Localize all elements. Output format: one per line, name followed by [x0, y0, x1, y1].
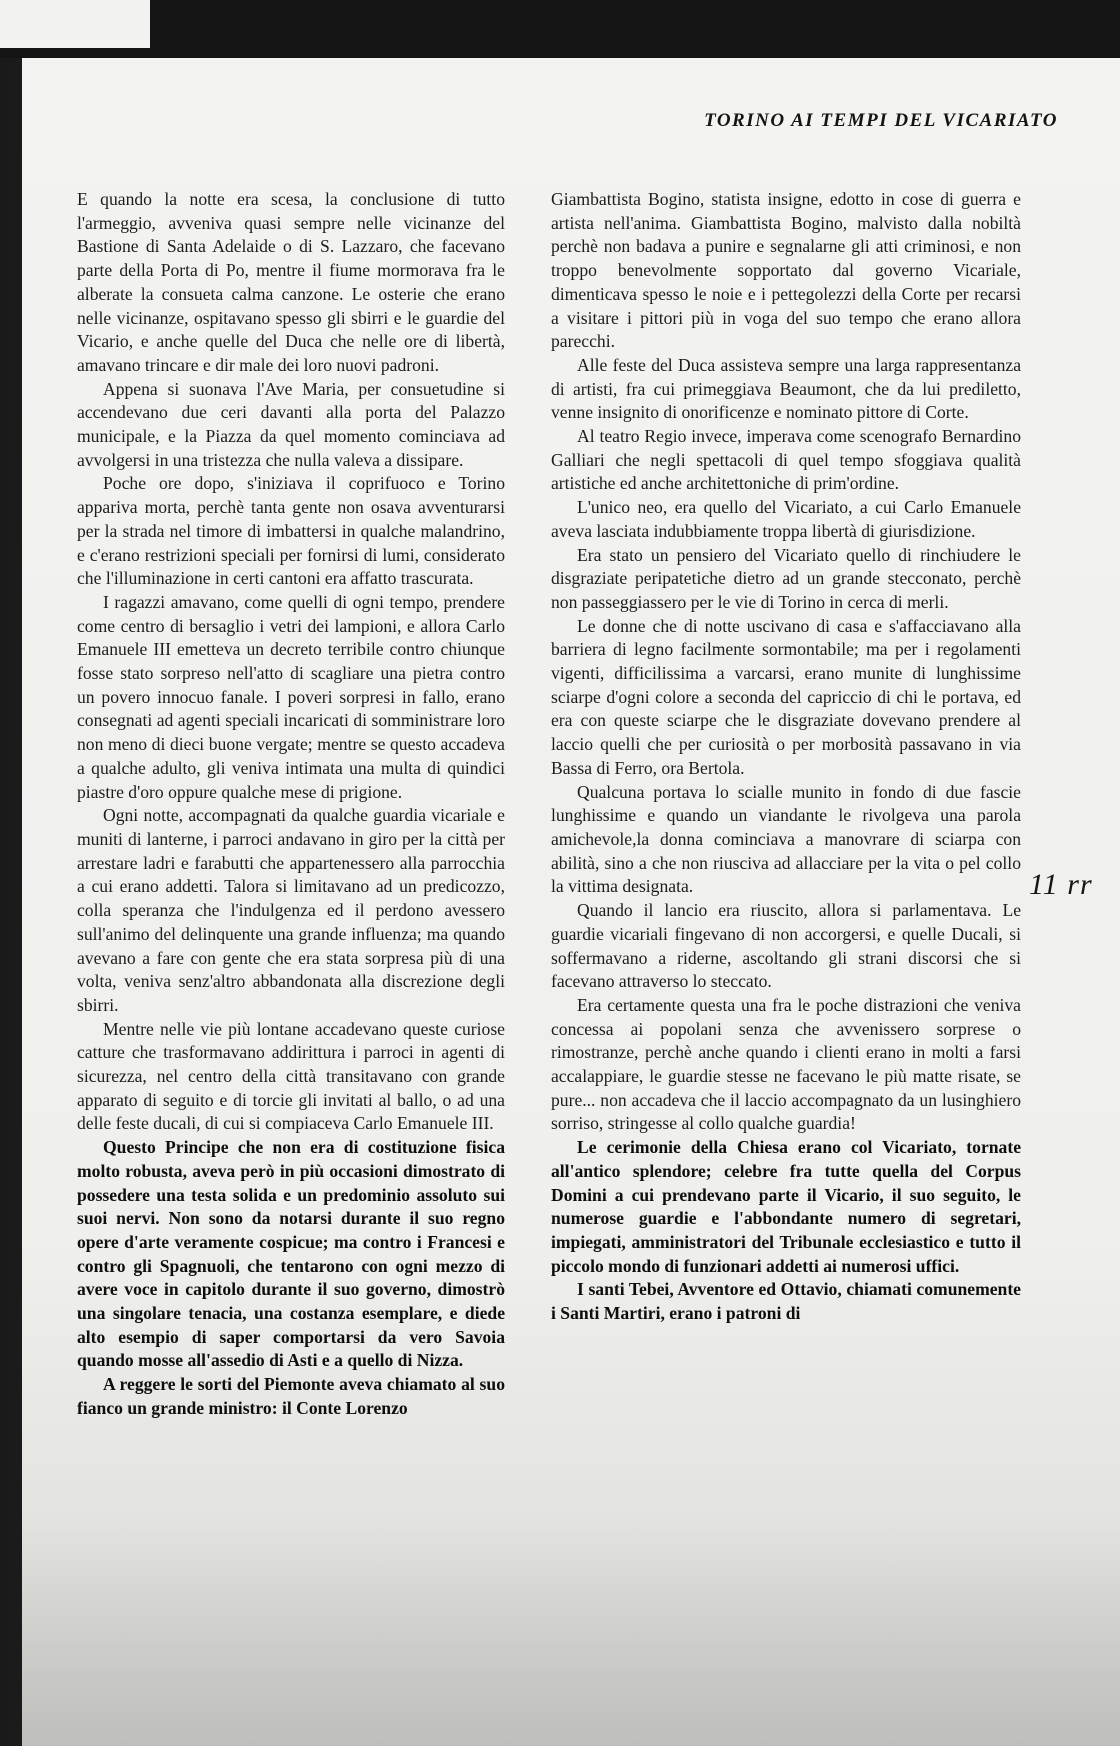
paragraph: I santi Tebei, Avventore ed Ottavio, chiamati comunemente i Santi Martiri, erano i patroni di — [551, 1279, 1021, 1324]
paragraph: Questo Principe che non era di costituzione fisica molto robusta, aveva però in più occasioni dimostrato di possedere una testa solida e un predominio assoluto sui suoi nervi. Non sono da notarsi durante il suo regno opere d'arte veramente cospicue; ma contro i Francesi e contro gli Spagnuoli, che tentarono con ogni mezzo di avere voce in capitolo durante il suo governo, dimostrò una singolare tenacia, una costanza esemplare, e diede alto esempio di saper comportarsi da vero Savoia quando mosse all'assedio di Asti e a quello di Nizza. — [77, 1137, 505, 1371]
paragraph: Era stato un pensiero del Vicariato quello di rinchiudere le disgraziate peripatetiche dietro ad un grande stecconato, perchè non passeggiassero per le vie di Torino in cerca di merli. — [551, 544, 1021, 612]
paragraph: Ogni notte, accompagnati da qualche guardia vicariale e muniti di lanterne, i parroci andavano in giro per la città per arrestare ladri e farabutti che appartenessero alla parrocchia a cui erano addetti. Talora si limitavano ad un predicozzo, colla speranza che l'indulgenza ed il perdono avessero sull'animo del delinquente una grande influenza; ma quando avevano a fare con gente che era stata sorpresa più di una volta, veniva senz'altro abbandonata alla discrezione degli sbirri. — [77, 805, 505, 1015]
paragraph: Qualcuna portava lo scialle munito in fondo di due fascie lunghissime e quando un viandante le rivolgeva una parola amichevole,la donna cominciava a manovrare di sciarpa con abilità, sino a che non riusciva ad allacciare per la vita o pel collo la vittima designata. — [551, 781, 1021, 897]
paragraph: Mentre nelle vie più lontane accadevano queste curiose catture che trasformavano addirittura i parroci in agenti di sicurezza, nel centro della città transitavano con grande apparato di seguito e di torcie gli invitati al ballo, o ad una delle feste ducali, di cui si compiaceva Carlo Emanuele III. — [77, 1018, 505, 1134]
scan-shadow — [22, 1516, 1120, 1746]
paragraph: Poche ore dopo, s'iniziava il coprifuoco e Torino appariva morta, perchè tanta gente non osava avventurarsi per la strada nel timore di imbattersi in qualche malandrino, e c'erano restrizioni speciali per fornirsi di lumi, considerato che l'illuminazione in certi cantoni era affatto trascurata. — [77, 473, 505, 589]
left-column — [77, 188, 505, 1421]
running-head: TORINO AI TEMPI DEL VICARIATO — [704, 110, 1058, 131]
scan-top-border — [0, 0, 1120, 58]
right-column — [551, 188, 1021, 1326]
paragraph: Alle feste del Duca assisteva sempre una larga rappresentanza di artisti, fra cui primeggiava Beaumont, che da lui prediletto, venne insignito di onorificenze e nominato pittore di Corte. — [551, 354, 1021, 423]
paragraph: L'unico neo, era quello del Vicariato, a cui Carlo Emanuele aveva lasciata indubbiamente troppa libertà di giurisdizione. — [551, 497, 1021, 541]
paragraph: Al teatro Regio invece, imperava come scenografo Bernardino Galliari che negli spettacoli di quel tempo sfoggiava qualità artistiche ed anche architettoniche di prim'ordine. — [551, 426, 1021, 494]
paragraph: Le cerimonie della Chiesa erano col Vicariato, tornate all'antico splendore; celebre fra tutte quella del Corpus Domini a cui prendevano parte il Vicario, il suo seguito, le numerose guardie e l'abbondante numero di segretari, impiegati, amministratori del Tribunale ecclesiastico e tutto il piccolo mondo di funzionari addetti ai numerosi uffici. — [551, 1137, 1021, 1276]
paragraph: A reggere le sorti del Piemonte aveva chiamato al suo fianco un grande ministro: il Conte Lorenzo — [77, 1374, 505, 1418]
book-page — [14, 58, 1120, 1746]
handwritten-margin-note: 11 rr — [1029, 868, 1093, 901]
paragraph: Le donne che di notte uscivano di casa e s'affacciavano alla barriera di legno facilmente sormontabile; ma per i regolamenti vigenti, difficilissima a varcarsi, erano munite di lunghissime sciarpe d'ogni colore a seconda del capriccio di chi le portava, ed era con queste sciarpe che le disgraziate dovevano prendere al laccio quelli che per curiosità o per morbosità passavano in via Bassa di Ferro, ora Bertola. — [551, 615, 1021, 778]
paragraph: Appena si suonava l'Ave Maria, per consuetudine si accendevano due ceri davanti alla porta del Palazzo municipale, e la Piazza da quel momento cominciava ad avvolgersi in una tristezza che nulla valeva a dissipare. — [77, 378, 505, 470]
paragraph: E quando la notte era scesa, la conclusione di tutto l'armeggio, avveniva quasi sempre nelle vicinanze del Bastione di Santa Adelaide o di S. Lazzaro, che facevano parte della Porta di Po, mentre il fiume mormorava fra le alberate la consueta calma canzone. Le osterie che erano nelle vicinanze, ospitavano spesso gli sbirri e le guardie del Vicario, e anche quelle del Duca che nelle ore di libertà, amavano trincare e dir male dei loro nuovi padroni. — [77, 189, 505, 375]
paragraph: Quando il lancio era riuscito, allora si parlamentava. Le guardie vicariali fingevano di non accorgersi, e quelle Ducali, si soffermavano a riderne, ascoltando gli strani discorsi che si facevano attraverso lo steccato. — [551, 900, 1021, 992]
paragraph: I ragazzi amavano, come quelli di ogni tempo, prendere come centro di bersaglio i vetri dei lampioni, e allora Carlo Emanuele III emetteva un decreto terribile contro chiunque fosse stato sorpreso nell'atto di scagliare una pietra contro un povero innocuo fanale. I poveri sorpresi in fallo, erano consegnati ad agenti speciali incaricati di somministrare loro non meno di dieci buone vergate; mentre se questo accadeva a qualche adulto, gli veniva intimata una multa di quindici piastre d'oro oppure qualche mese di prigione. — [77, 591, 505, 802]
paper-corner — [0, 0, 150, 48]
paragraph: Giambattista Bogino, statista insigne, edotto in cose di guerra e artista nell'anima. Giambattista Bogino, malvisto dalla nobiltà perchè non badava a punire e segnalarne gli atti criminosi, e non troppo benevolmente sopportato dal governo Vicariale, dimenticava spesso le noie e i pettegolezzi della Corte per recarsi a visitare i pittori più in voga del suo tempo che erano allora parecchi. — [551, 189, 1021, 352]
paragraph: Era certamente questa una fra le poche distrazioni che veniva concessa ai popolani senza che avvenissero sorprese o rimostranze, perchè anche quando i clienti erano in molti a farsi accalappiare, le guardie stesse ne facevano le più matte risate, se pure... non accadeva che il laccio accompagnato da un lusinghiero sorriso, stringesse al collo qualche guardia! — [551, 994, 1021, 1134]
